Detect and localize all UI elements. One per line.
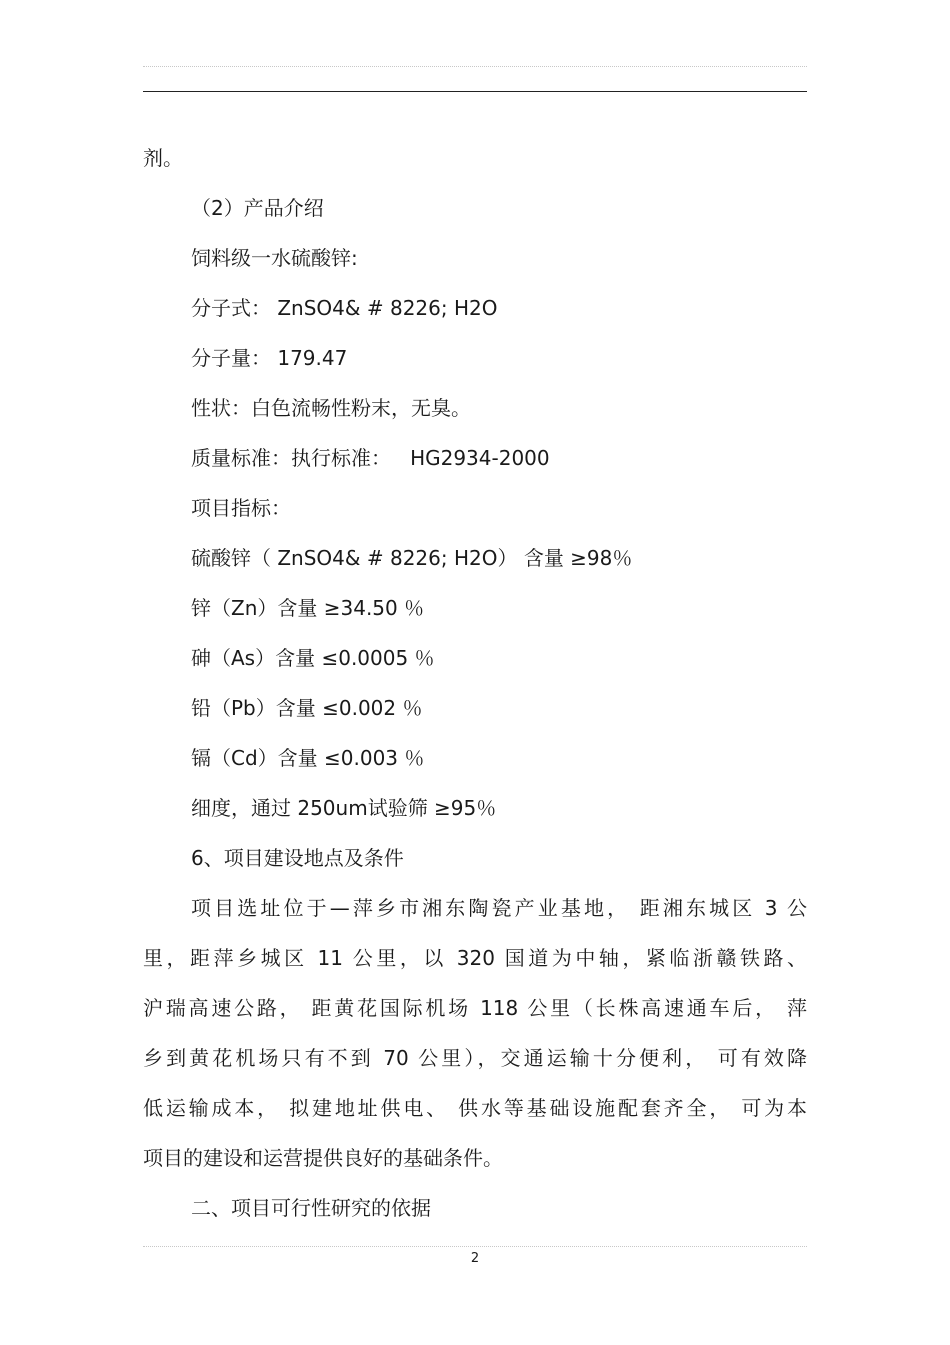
molecular-formula: 分子式： ZnSO4& # 8226; H2O	[191, 296, 498, 320]
quality-standard: 质量标准：执行标准： HG2934-2000	[191, 446, 550, 470]
section-heading: 二、项目可行性研究的依据	[191, 1196, 431, 1220]
molecular-weight: 分子量： 179.47	[191, 346, 348, 370]
indicator-arsenic: 砷（As）含量 ≤0.0005 ％	[191, 646, 435, 670]
appearance: 性状：白色流畅性粉末，无臭。	[191, 396, 471, 420]
header-dotted-rule	[143, 66, 807, 67]
paragraph-line: 低运输成本， 拟建地址供电、 供水等基础设施配套齐全， 可为本	[143, 1096, 807, 1120]
paragraph-line: 项目选址位于—萍乡市湘东陶瓷产业基地， 距湘东城区 3 公	[191, 896, 807, 920]
subsection-heading: （2）产品介绍	[191, 196, 324, 220]
indicators-heading: 项目指标：	[191, 496, 291, 520]
section-6-heading: 6、项目建设地点及条件	[191, 846, 404, 870]
paragraph-line: 项目的建设和运营提供良好的基础条件。	[143, 1146, 503, 1170]
footer-dotted-rule	[143, 1246, 807, 1247]
indicator-zinc: 锌（Zn）含量 ≥34.50 ％	[191, 596, 425, 620]
indicator-zinc-sulfate: 硫酸锌（ ZnSO4& # 8226; H2O） 含量 ≥98％	[191, 546, 633, 570]
product-name: 饲料级一水硫酸锌:	[191, 246, 358, 270]
paragraph-line: 沪瑞高速公路， 距黄花国际机场 118 公里（长株高速通车后， 萍	[143, 996, 807, 1020]
text-line: 剂。	[143, 146, 183, 170]
page-number: 2	[470, 1251, 480, 1266]
indicator-cadmium: 镉（Cd）含量 ≤0.003 ％	[191, 746, 425, 770]
indicator-lead: 铅（Pb）含量 ≤0.002 ％	[191, 696, 423, 720]
paragraph-line: 乡到黄花机场只有不到 70 公里），交通运输十分便利， 可有效降	[143, 1046, 807, 1070]
indicator-fineness: 细度，通过 250um试验筛 ≥95％	[191, 796, 497, 820]
header-solid-rule	[143, 91, 807, 92]
paragraph-line: 里，距萍乡城区 11 公里，以 320 国道为中轴，紧临浙赣铁路、	[143, 946, 807, 970]
